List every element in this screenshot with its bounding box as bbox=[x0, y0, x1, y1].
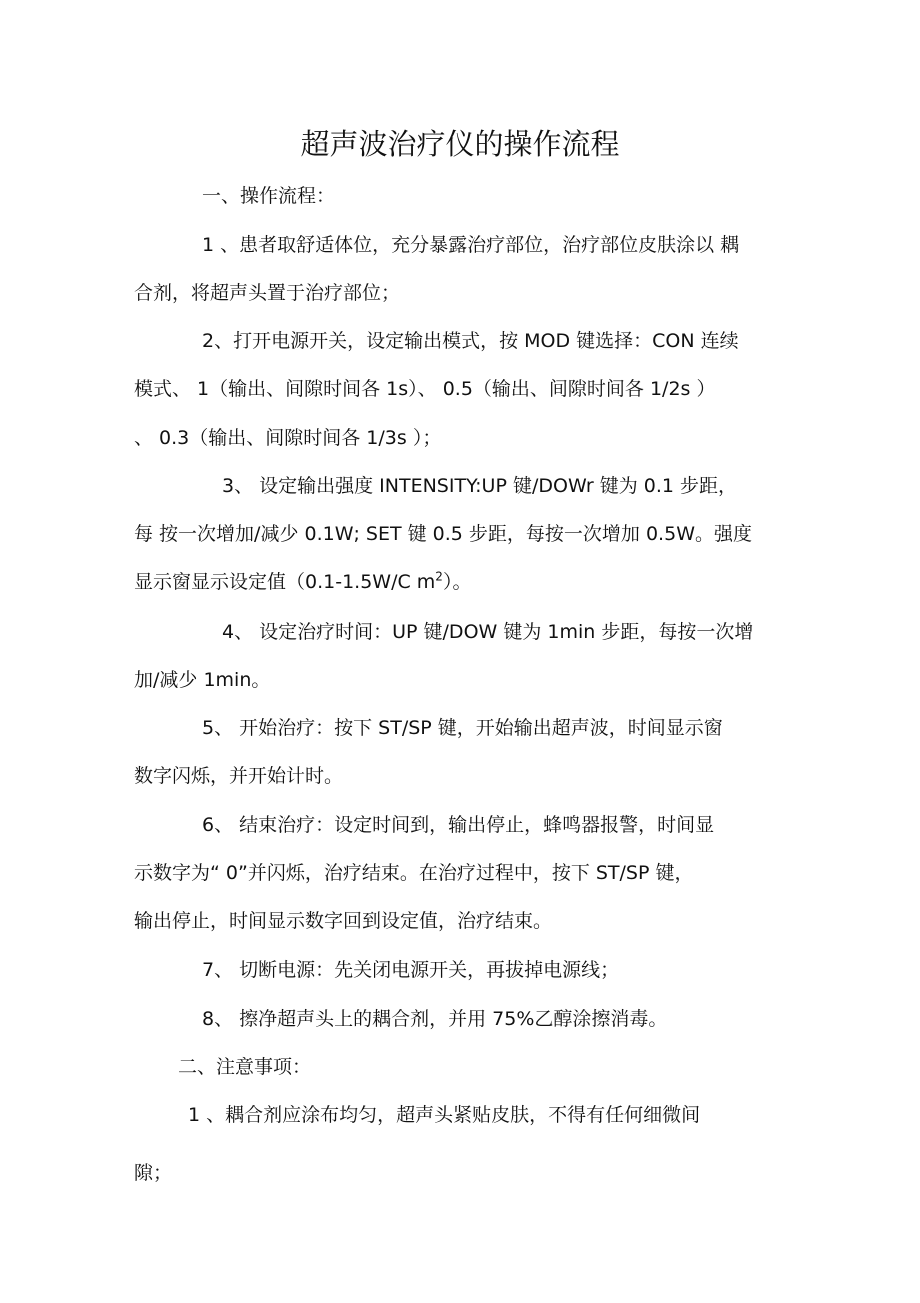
section-heading-procedure: 一、操作流程： bbox=[202, 185, 336, 207]
paragraph-line: 模式、 1（输出、间隙时间各 1s）、 0.5（输出、间隙时间各 1/2s ） bbox=[134, 378, 716, 400]
paragraph-line: 输出停止，时间显示数字回到设定值，治疗结束。 bbox=[134, 910, 553, 932]
document-title: 超声波治疗仪的操作流程 bbox=[300, 127, 620, 161]
paragraph-line: 1 、患者取舒适体位，充分暴露治疗部位，治疗部位皮肤涂以 耦 bbox=[202, 234, 740, 256]
paragraph-line: 3、 设定输出强度 INTENSITY:UP 键/DOWr 键为 0.1 步距， bbox=[222, 475, 738, 497]
paragraph-line: 5、 开始治疗：按下 ST/SP 键，开始输出超声波，时间显示窗 bbox=[202, 717, 723, 739]
paragraph-line-with-unit bbox=[134, 567, 471, 597]
paragraph-line: 7、 切断电源：先关闭电源开关，再拔掉电源线； bbox=[202, 959, 620, 981]
paragraph-line: 每 按一次增加/减少 0.1W; SET 键 0.5 步距，每按一次增加 0.5W。强度 bbox=[134, 523, 752, 545]
section-heading-precautions: 二、注意事项： bbox=[178, 1056, 312, 1078]
paragraph-line: 6、 结束治疗：设定时间到，输出停止，蜂鸣器报警，时间显 bbox=[202, 814, 715, 836]
paragraph-line: 数字闪烁，并开始计时。 bbox=[134, 765, 344, 787]
paragraph-line: 合剂，将超声头置于治疗部位； bbox=[134, 282, 401, 304]
paragraph-line: 、 0.3（输出、间隙时间各 1/3s ）； bbox=[134, 427, 442, 449]
paragraph-line-text: 显示窗显示设定值（0.1-1.5W/C m bbox=[134, 571, 436, 593]
paragraph-line: 8、 擦净超声头上的耦合剂，并用 75%乙醇涂擦消毒。 bbox=[202, 1008, 668, 1030]
paragraph-line: 1 、耦合剂应涂布均匀，超声头紧贴皮肤，不得有任何细微间 bbox=[188, 1104, 701, 1126]
paragraph-line: 隙； bbox=[134, 1162, 173, 1184]
paragraph-line: 2、打开电源开关，设定输出模式，按 MOD 键选择：CON 连续 bbox=[202, 330, 739, 352]
paragraph-line-tail: ）。 bbox=[442, 571, 472, 593]
paragraph-line: 示数字为“ 0”并闪烁，治疗结束。在治疗过程中，按下 ST/SP 键， bbox=[134, 862, 694, 884]
paragraph-line: 4、 设定治疗时间：UP 键/DOW 键为 1min 步距，每按一次增 bbox=[222, 621, 754, 643]
superscript-exponent: 2 bbox=[435, 569, 443, 584]
paragraph-line: 加/减少 1min。 bbox=[134, 669, 271, 691]
